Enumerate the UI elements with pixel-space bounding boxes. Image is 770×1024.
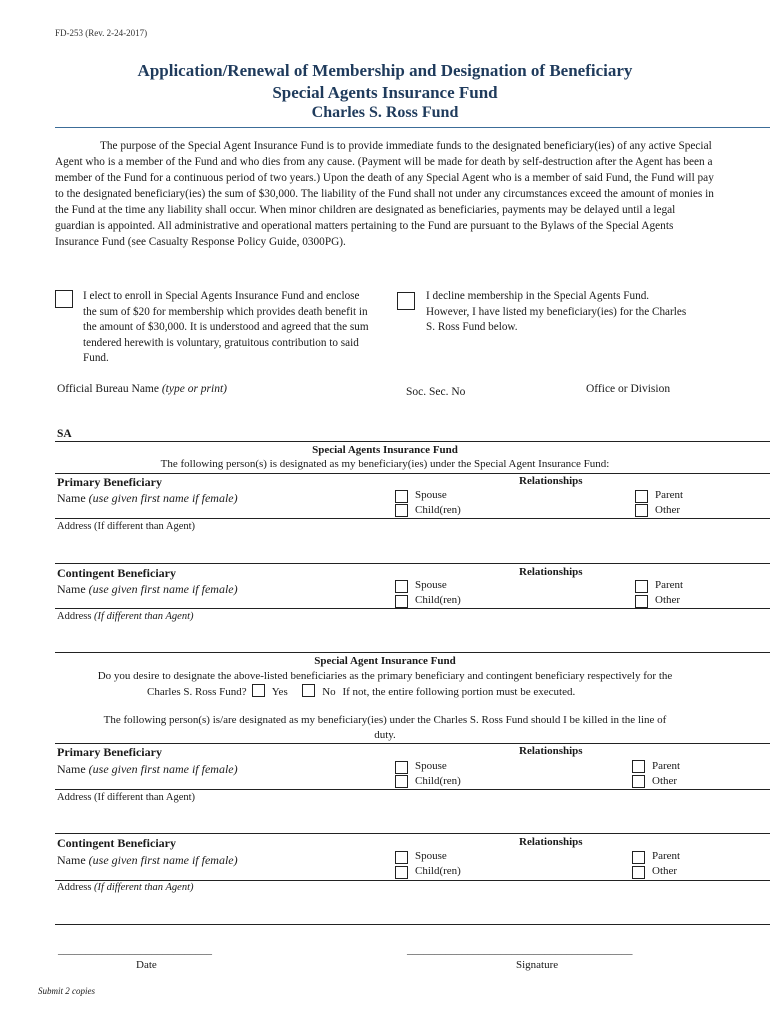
s2-contingent-heading: Contingent Beneficiary [57, 836, 176, 850]
date-label: Date [136, 959, 157, 971]
children-label: Child(ren) [415, 775, 461, 787]
spouse-label: Spouse [415, 489, 447, 501]
parent-label: Parent [652, 760, 681, 772]
s1-contingent-other-checkbox[interactable] [635, 595, 648, 608]
s2-primary-relationships: Relationships [519, 745, 583, 757]
section2-title: Special Agent Insurance Fund [314, 655, 456, 667]
ross-no-checkbox[interactable] [302, 684, 315, 697]
s1-contingent-relationships: Relationships [519, 566, 583, 578]
children-label: Child(ren) [415, 594, 461, 606]
other-label: Other [652, 865, 678, 877]
s1-contingent-line[interactable] [55, 608, 770, 609]
s2-address-line[interactable] [55, 924, 770, 925]
s2-contingent-top-line[interactable] [55, 833, 770, 834]
s2-contingent-name-label: Name (use given first name if female) [57, 853, 238, 867]
sa-prefix: SA [57, 428, 72, 440]
s2-contingent-other-checkbox[interactable] [632, 866, 645, 879]
s1-primary-address-label: Address (If different than Agent) [57, 521, 196, 532]
s1-contingent-address-label: Address (If different than Agent) [57, 611, 194, 622]
s2-primary-spouse-checkbox[interactable] [395, 761, 408, 774]
decline-checkbox[interactable] [397, 292, 415, 310]
s2-primary-name-label: Name (use given first name if female) [57, 762, 238, 776]
s1-primary-heading: Primary Beneficiary [57, 475, 162, 489]
children-label: Child(ren) [415, 504, 461, 516]
s1-primary-other-checkbox[interactable] [635, 504, 648, 517]
s1-primary-line[interactable] [55, 518, 770, 519]
section1-title: Special Agents Insurance Fund [312, 444, 458, 456]
children-label: Child(ren) [415, 865, 461, 877]
form-number: FD-253 (Rev. 2-24-2017) [55, 28, 148, 38]
other-label: Other [655, 504, 681, 516]
s1-primary-parent-checkbox[interactable] [635, 490, 648, 503]
signature-label: Signature [516, 959, 559, 971]
section2-header-line [55, 743, 770, 744]
s2-primary-other-checkbox[interactable] [632, 775, 645, 788]
s1-contingent-spouse-checkbox[interactable] [395, 580, 408, 593]
s1-primary-name-label: Name (use given first name if female) [57, 491, 238, 505]
intro-paragraph: The purpose of the Special Agent Insurance Fund is to provide immediate funds to the designated beneficiary(ies) of any active Special Agent who is a member of the Fund and who dies from any cause. (Payment will be made for death by self-destruction after the Agent has been a member of the Fund for a continuous period of two years.) Upon the death of any Special Agent who is a member of said Fund, the Fund will pay to the designated beneficiary(ies) the sum of $30,000. The liability of the Fund shall not under any circumstances exceed the amount of monies in the Fund at the time any liability shall occur. When minor children are designated as beneficiaries, payments may be delayed until a legal guardian is appointed. All administrative and operational matters pertaining to the Fund are pursuant to the Bylaws of the Special Agents Insurance Fund (see Casualty Response Policy Guide, 0300PG). [55, 140, 714, 248]
section2-statement: The following person(s) is/are designated as my beneficiary(ies) under the Charles S. Ross Fund should I be killed in the line of [103, 714, 667, 726]
s2-primary-heading: Primary Beneficiary [57, 745, 162, 759]
section1-top-line [55, 473, 770, 474]
agent-field-line[interactable] [55, 441, 770, 442]
enroll-text: I elect to enroll in Special Agents Insurance Fund and enclose the sum of $20 for membership which provides death benefit in the amount of $30,000. It is understood and agreed that the sum tendered herewith is voluntary, gratuitous contribution to said Fund. [83, 290, 369, 364]
submit-note: Submit 2 copies [38, 986, 95, 996]
fund-title: Special Agents Insurance Fund [272, 83, 498, 102]
section2-question-line2: Charles S. Ross Fund? Yes No If not, the entire following portion must be executed. [147, 686, 576, 698]
s2-contingent-spouse-checkbox[interactable] [395, 851, 408, 864]
section2-question: Do you desire to designate the above-listed beneficiaries as the primary beneficiary and contingent beneficiary respectively for the [97, 670, 673, 682]
other-label: Other [655, 594, 681, 606]
signature-blank[interactable]: _________________________________________ [407, 944, 633, 956]
s1-contingent-top-line[interactable] [55, 563, 770, 564]
decline-text: I decline membership in the Special Agents Fund. However, I have listed my beneficiary(ies) for the Charles S. Ross Fund below. [426, 290, 687, 333]
s2-primary-address-label: Address (If different than Agent) [57, 792, 196, 803]
ssn-label: Soc. Sec. No [406, 386, 466, 398]
date-blank[interactable]: ____________________________ [58, 944, 212, 956]
section1-subtitle: The following person(s) is designated as my beneficiary(ies) under the Special Agent Insurance Fund: [160, 458, 610, 470]
s1-primary-spouse-checkbox[interactable] [395, 490, 408, 503]
s2-primary-line[interactable] [55, 789, 770, 790]
s1-contingent-heading: Contingent Beneficiary [57, 566, 176, 580]
other-label: Other [652, 775, 678, 787]
s1-contingent-parent-checkbox[interactable] [635, 580, 648, 593]
ross-fund-title: Charles S. Ross Fund [311, 104, 459, 121]
s1-primary-children-checkbox[interactable] [395, 504, 408, 517]
bureau-name-label: Official Bureau Name (type or print) [57, 383, 227, 395]
spouse-label: Spouse [415, 850, 447, 862]
s1-contingent-name-label: Name (use given first name if female) [57, 582, 238, 596]
page-title: Application/Renewal of Membership and Designation of Beneficiary [137, 61, 633, 80]
spouse-label: Spouse [415, 579, 447, 591]
parent-label: Parent [652, 850, 681, 862]
s2-contingent-relationships: Relationships [519, 836, 583, 848]
s1-primary-relationships: Relationships [519, 475, 583, 487]
s1-contingent-children-checkbox[interactable] [395, 595, 408, 608]
s2-primary-children-checkbox[interactable] [395, 775, 408, 788]
ross-yes-checkbox[interactable] [252, 684, 265, 697]
s2-contingent-parent-checkbox[interactable] [632, 851, 645, 864]
parent-label: Parent [655, 489, 684, 501]
spouse-label: Spouse [415, 760, 447, 772]
parent-label: Parent [655, 579, 684, 591]
section2-top-line [55, 652, 770, 653]
s2-contingent-children-checkbox[interactable] [395, 866, 408, 879]
s2-primary-parent-checkbox[interactable] [632, 760, 645, 773]
section2-statement-line2: duty. [374, 729, 396, 741]
s2-contingent-line[interactable] [55, 880, 770, 881]
s2-contingent-address-label: Address (If different than Agent) [57, 882, 194, 893]
header-divider [55, 127, 770, 128]
office-label: Office or Division [586, 383, 671, 395]
enroll-checkbox[interactable] [55, 290, 73, 308]
